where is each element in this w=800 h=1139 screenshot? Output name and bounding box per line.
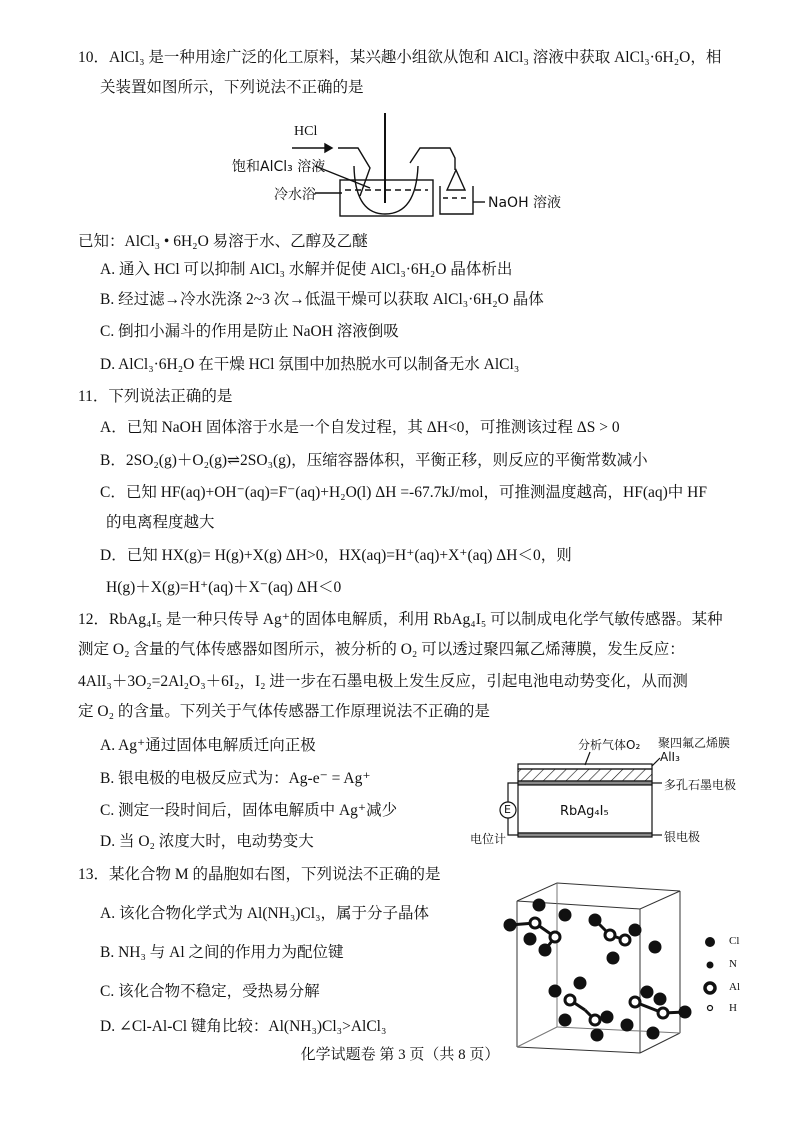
graphite-electrode-label: 多孔石墨电极: [664, 778, 737, 792]
q12-option-a: A. Ag⁺通过固体电解质迁向正极: [100, 737, 316, 754]
q10-option-b: B. 经过滤→冷水洗涤 2~3 次→低温干燥可以获取 AlCl₃·6H₂O 晶体: [100, 291, 544, 308]
q10-option-a: A. 通入 HCl 可以抑制 AlCl₃ 水解并促使 AlCl₃·6H₂O 晶体析出: [100, 261, 513, 278]
q12-stem-line1: 12．RbAg₄I₅ 是一种只传导 Ag⁺的固体电解质，利用 RbAg₄I₅ 可以制成电化学气敏传感器。某种: [78, 611, 723, 628]
q12-sensor-figure: [460, 728, 780, 848]
electrolyte-label: RbAg₄I₅: [560, 804, 609, 819]
q11-option-d-cont: H(g)＋X(g)=H⁺(aq)＋X⁻(aq) ΔH＜0: [106, 579, 342, 596]
legend-n: N: [729, 958, 737, 970]
q12-stem-line3: 4AlI₃＋3O₂=2Al₂O₃＋6I₂，I₂ 进一步在石墨电极上发生反应，引起电池电动势变化，从而测: [78, 673, 688, 690]
potentiometer-label: 电位计: [470, 832, 507, 846]
ptfe-membrane-label: 聚四氟乙烯膜: [658, 736, 731, 750]
q13-option-a: A. 该化合物化学式为 Al(NH₃)Cl₃，属于分子晶体: [100, 905, 429, 922]
legend-h: H: [729, 1002, 737, 1014]
legend-al: Al: [729, 981, 740, 993]
q10-apparatus-figure: [230, 108, 570, 218]
q10-known: 已知：AlCl₃ • 6H₂O 易溶于水、乙醇及乙醚: [78, 233, 368, 250]
q11-option-d: D．已知 HX(g)= H(g)+X(g) ΔH>0，HX(aq)=H⁺(aq)+X⁺(aq) ΔH＜0，则: [100, 547, 572, 564]
q12-stem-line2: 测定 O₂ 含量的气体传感器如图所示，被分析的 O₂ 可以透过聚四氟乙烯薄膜，发生反应：: [78, 641, 685, 658]
q13-stem: 13．某化合物 M 的晶胞如右图，下列说法不正确的是: [78, 866, 441, 883]
page-footer: 化学试题卷 第 3 页（共 8 页）: [300, 1047, 500, 1063]
ali3-label: AlI₃: [660, 750, 680, 764]
naoh-solution-label: NaOH 溶液: [488, 195, 562, 211]
q11-option-c: C．已知 HF(aq)+OH⁻(aq)=F⁻(aq)+H₂O(l) ΔH =-67.7kJ/mol，可推测温度越高，HF(aq)中 HF: [100, 484, 707, 501]
q13-option-b: B. NH₃ 与 Al 之间的作用力为配位键: [100, 944, 344, 961]
cold-bath-label: 冷水浴: [274, 187, 316, 203]
q10-option-d: D. AlCl₃·6H₂O 在干燥 HCl 氛围中加热脱水可以制备无水 AlCl₃: [100, 356, 520, 373]
meter-symbol: E: [504, 803, 511, 816]
q11-option-b: B．2SO₂(g)＋O₂(g)⇌2SO₃(g)，压缩容器体积，平衡正移，则反应的平衡常数减小: [100, 452, 648, 469]
q13-unit-cell-figure: [495, 875, 780, 1060]
q13-option-d: D. ∠Cl-Al-Cl 键角比较：Al(NH₃)Cl₃>AlCl₃: [100, 1018, 387, 1035]
legend-cl: Cl: [729, 935, 740, 947]
q11-stem: 11．下列说法正确的是: [78, 388, 233, 405]
saturated-solution-label: 饱和AlCl₃ 溶液: [232, 159, 326, 175]
q12-option-b: B. 银电极的电极反应式为：Ag-e⁻ = Ag⁺: [100, 770, 371, 787]
q10-stem-line1: 10．AlCl₃ 是一种用途广泛的化工原料，某兴趣小组欲从饱和 AlCl₃ 溶液中获取 AlCl₃·6H₂O，相: [78, 49, 722, 66]
silver-electrode-label: 银电极: [664, 830, 701, 844]
q12-option-d: D. 当 O₂ 浓度大时，电动势变大: [100, 833, 314, 850]
q13-option-c: C. 该化合物不稳定，受热易分解: [100, 983, 320, 1000]
analyzed-gas-label: 分析气体O₂: [578, 738, 641, 752]
q11-option-c-cont: 的电离程度越大: [106, 514, 215, 531]
unit-cell-drawing: [495, 875, 780, 1060]
q12-option-c: C. 测定一段时间后，固体电解质中 Ag⁺减少: [100, 802, 398, 819]
hcl-label: HCl: [294, 124, 318, 139]
q10-option-c: C. 倒扣小漏斗的作用是防止 NaOH 溶液倒吸: [100, 323, 399, 340]
q12-stem-line4: 定 O₂ 的含量。下列关于气体传感器工作原理说法不正确的是: [78, 703, 490, 720]
q11-option-a: A．已知 NaOH 固体溶于水是一个自发过程，其 ΔH<0，可推测该过程 ΔS > 0: [100, 419, 620, 436]
q10-stem-line2: 关装置如图所示，下列说法不正确的是: [100, 79, 364, 96]
